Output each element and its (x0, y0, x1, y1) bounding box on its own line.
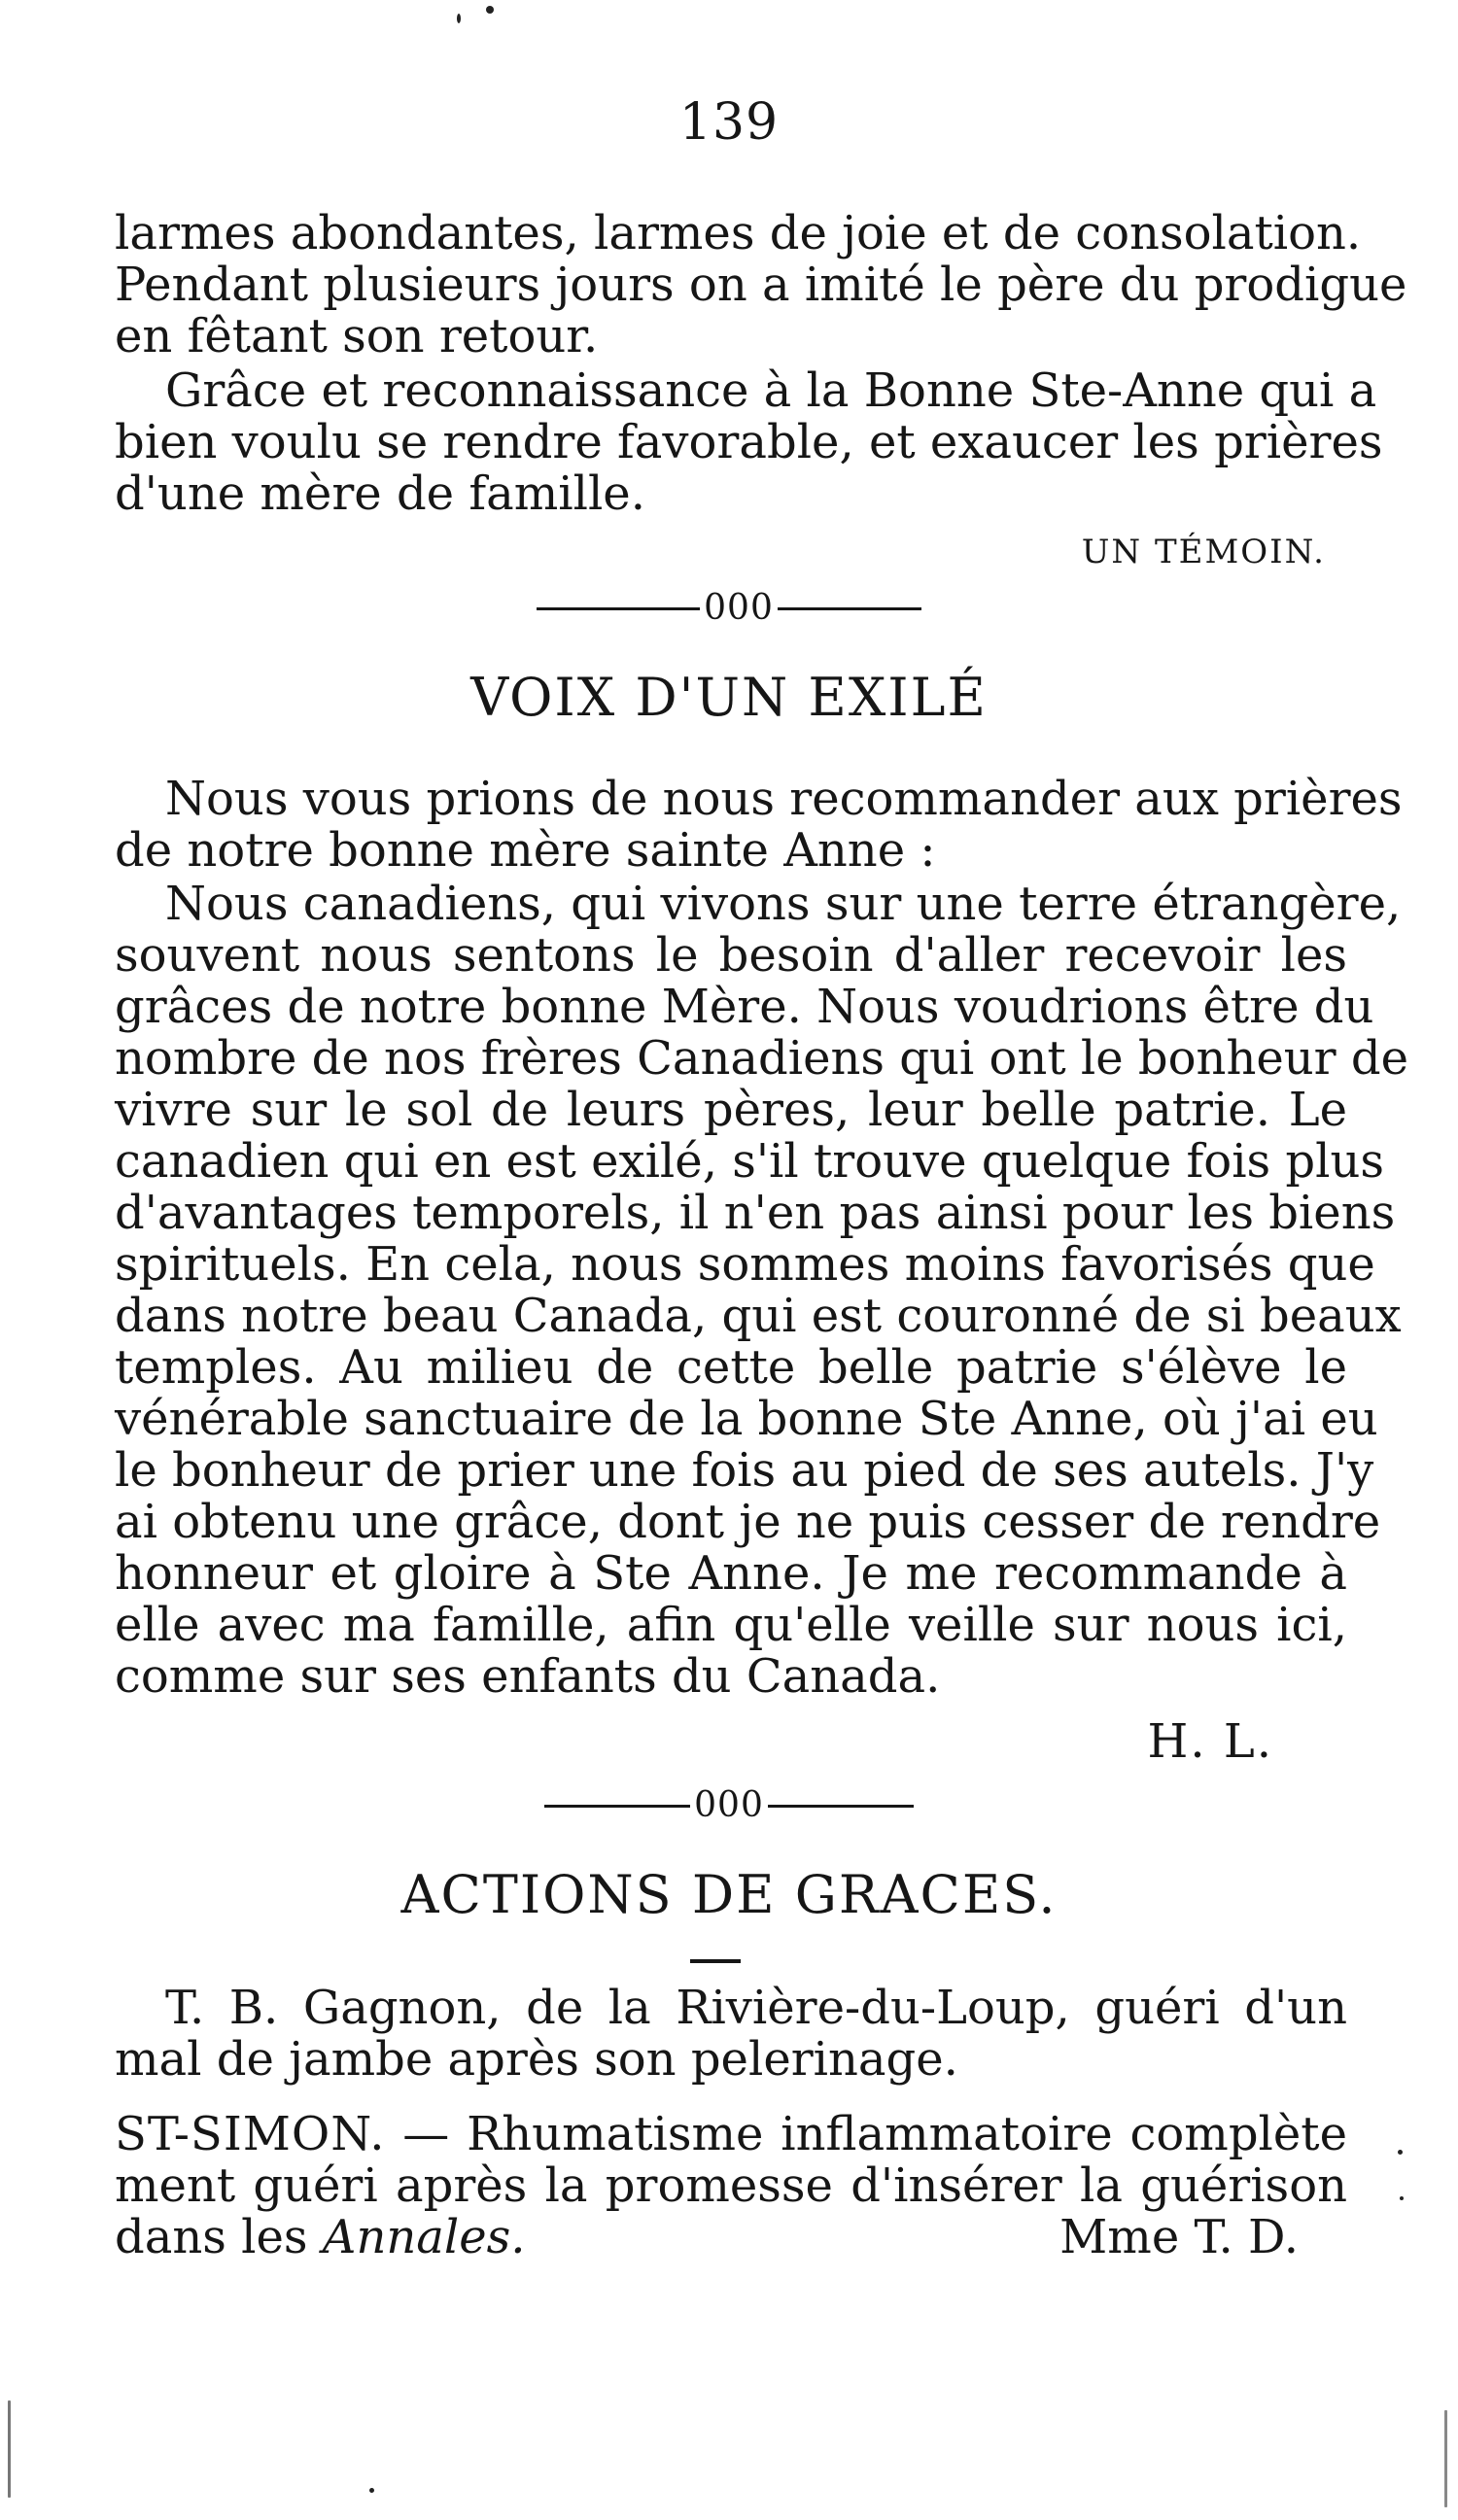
text-line: larmes abondantes, larmes de joie et de consolation. (115, 206, 1362, 260)
text-line: ai obtenu une grâce, dont je ne puis cesser de rendre (115, 1495, 1381, 1549)
section-divider (0, 589, 1458, 628)
text-line: elle avec ma famille, afin qu'elle veille sur nous ici, (115, 1598, 1347, 1652)
section-title-voix: VOIX D'UN EXILÉ (470, 667, 988, 728)
divider-rule-left (544, 1805, 690, 1808)
intro-paragraph-1 (115, 206, 1407, 363)
text-line: spirituels. En cela, nous sommes moins favorisés que (115, 1237, 1375, 1292)
text-line: de notre bonne mère sainte Anne : (115, 823, 936, 878)
text-line: Grâce et reconnaissance à la Bonne Ste-Anne qui a (165, 363, 1377, 418)
actions-entry-2 (115, 2109, 1347, 2263)
text-line: grâces de notre bonne Mère. Nous voudrions être du (115, 980, 1374, 1034)
divider-rule-right (768, 1805, 914, 1808)
scan-speck (1400, 2196, 1404, 2200)
text-line: en fêtant son retour. (115, 309, 599, 363)
text-line: souvent nous sentons le besoin d'aller recevoir les (115, 928, 1347, 983)
intro-signature: UN TÉMOIN. (1081, 533, 1326, 571)
scan-edge-mark (8, 2400, 11, 2498)
text-line: d'une mère de famille. (115, 466, 645, 521)
actions-entry-1 (115, 1983, 1347, 2086)
divider-mark: 000 (694, 1785, 764, 1825)
page-number: 139 (678, 93, 780, 152)
text-line: bien voulu se rendre favorable, et exaucer les prières (115, 415, 1383, 469)
place-label: ST-SIMON. (115, 2107, 386, 2161)
intro-paragraph-2 (115, 363, 1383, 521)
voix-paragraph-1 (115, 772, 1403, 878)
text-line: le bonheur de prier une fois au pied de ses autels. J'y (115, 1443, 1374, 1498)
voix-signature: H. L. (1147, 1714, 1273, 1769)
annales-italic: Annales. (322, 2210, 526, 2264)
scan-speck (369, 2488, 374, 2493)
text-line: nombre de nos frères Canadiens qui ont le bonheur de (115, 1031, 1409, 1086)
text-line: T. B. Gagnon, de la Rivière-du-Loup, guéri d'un (165, 1981, 1347, 2035)
text-line: mal de jambe après son pelerinage. (115, 2032, 958, 2087)
divider-rule-left (537, 607, 700, 610)
entry-final-text (115, 2212, 526, 2263)
text-line: vivre sur le sol de leurs pères, leur belle patrie. Le (115, 1083, 1347, 1137)
text-line: Nous vous prions de nous recommander aux prières (165, 772, 1403, 826)
text-line: honneur et gloire à Ste Anne. Je me recommande à (115, 1546, 1347, 1601)
text-line: dans notre beau Canada, qui est couronné de si beaux (115, 1289, 1402, 1343)
short-rule (690, 1959, 741, 1963)
divider-rule-right (778, 607, 921, 610)
scan-edge-mark (1444, 2410, 1447, 2507)
text-line: temples. Au milieu de cette belle patrie s'élève le (115, 1340, 1347, 1395)
text-line: ment guéri après la promesse d'insérer la guérison (115, 2158, 1347, 2213)
voix-paragraph-2 (115, 877, 1409, 1704)
text-line: comme sur ses enfants du Canada. (115, 1649, 941, 1704)
text-line: Nous canadiens, qui vivons sur une terre étrangère, (165, 877, 1402, 931)
text-line: Pendant plusieurs jours on a imité le père du prodigue (115, 258, 1407, 312)
text-line: d'avantages temporels, il n'en pas ainsi pour les biens (115, 1186, 1396, 1240)
text-line: vénérable sanctuaire de la bonne Ste Anne, où j'ai eu (115, 1392, 1378, 1446)
text-line: canadien qui en est exilé, s'il trouve quelque fois plus (115, 1134, 1385, 1189)
entry-text: — Rhumatisme inflammatoire complète (402, 2107, 1347, 2161)
text-line (115, 2212, 1347, 2263)
scan-speck (486, 6, 494, 14)
scan-speck (1398, 2150, 1403, 2155)
entry-final-prefix: dans les (115, 2210, 323, 2264)
text-line (115, 2109, 1347, 2160)
section-title-actions: ACTIONS DE GRACES. (400, 1864, 1058, 1925)
scan-speck (457, 14, 461, 23)
section-divider (0, 1786, 1458, 1825)
entry-signature: Mme T. D. (1059, 2210, 1299, 2264)
divider-mark: 000 (704, 588, 774, 628)
